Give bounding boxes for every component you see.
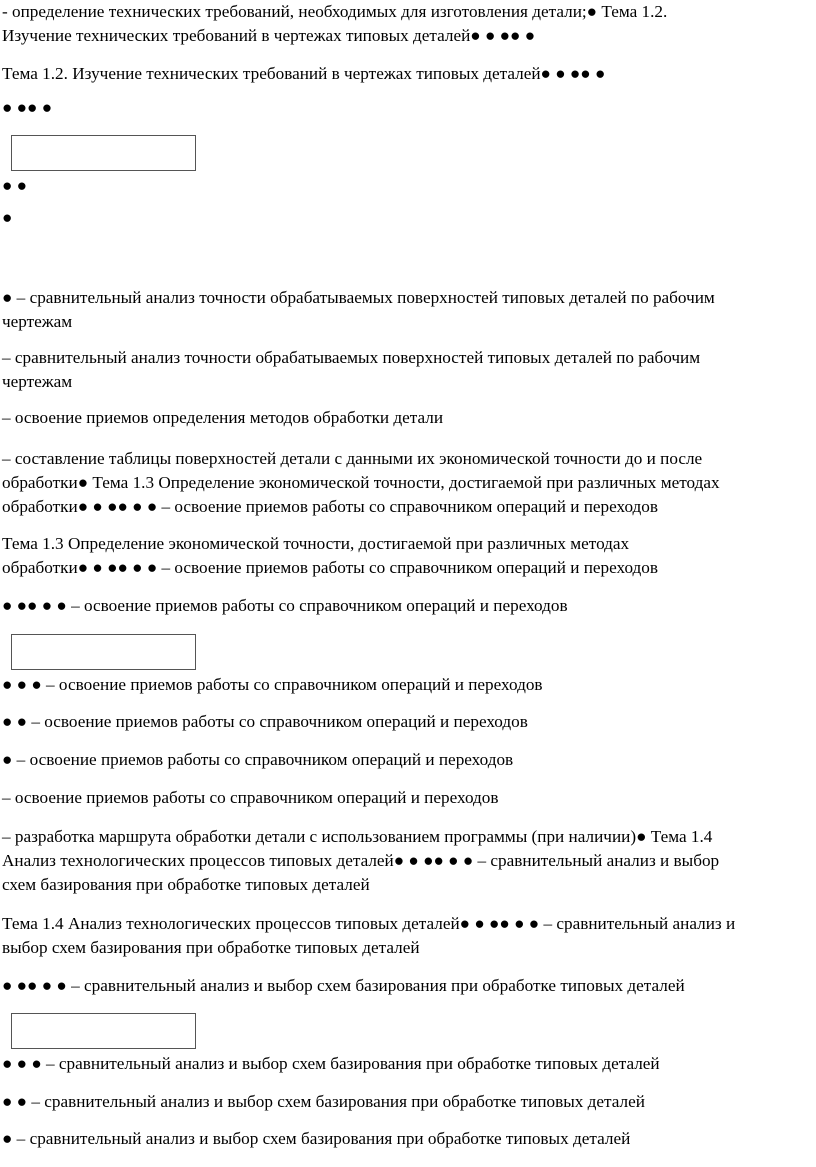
text-line: – сравнительный анализ точности обрабатываемых поверхностей типовых деталей по рабочим: [2, 348, 701, 367]
text-line: ● ●● ● ● – освоение приемов работы со справочником операций и переходов: [2, 596, 568, 615]
empty-field-box[interactable]: [11, 135, 196, 171]
text-line: чертежам: [2, 312, 73, 331]
text-line: Анализ технологических процессов типовых деталей● ● ●● ● ● – сравнительный анализ и выбор: [2, 851, 720, 870]
text-line: – освоение приемов определения методов обработки детали: [2, 408, 444, 427]
paragraph-12: [2, 673, 814, 697]
text-line: ● ● – освоение приемов работы со справочником операций и переходов: [2, 712, 528, 731]
text-line: ● ●● ●: [2, 98, 53, 117]
paragraph-17: [2, 912, 814, 960]
paragraph-10: [2, 532, 814, 580]
paragraph-14: [2, 748, 814, 772]
text-line: Изучение технических требований в чертежах типовых деталей● ● ●● ●: [2, 26, 536, 45]
paragraph-9: [2, 447, 814, 519]
text-line: схем базирования при обработке типовых деталей: [2, 875, 370, 894]
text-line: ● – сравнительный анализ точности обрабатываемых поверхностей типовых деталей по рабочим: [2, 288, 715, 307]
text-line: Тема 1.3 Определение экономической точности, достигаемой при различных методах: [2, 534, 630, 553]
text-line: чертежам: [2, 372, 73, 391]
paragraph-6: [2, 286, 814, 334]
paragraph-19: [2, 1052, 814, 1076]
text-line: ● ● – сравнительный анализ и выбор схем базирования при обработке типовых деталей: [2, 1092, 645, 1111]
text-line: ● ●● ● ● – сравнительный анализ и выбор схем базирования при обработке типовых деталей: [2, 976, 685, 995]
text-line: – составление таблицы поверхностей детали с данными их экономической точности до и после: [2, 449, 703, 468]
paragraph-8: [2, 406, 814, 430]
paragraph-20: [2, 1090, 814, 1114]
text-line: – освоение приемов работы со справочником операций и переходов: [2, 788, 499, 807]
paragraph-11: [2, 594, 814, 618]
paragraph-2: [2, 62, 814, 86]
text-line: ● ● ● – сравнительный анализ и выбор схем базирования при обработке типовых деталей: [2, 1054, 660, 1073]
paragraph-21: [2, 1127, 814, 1151]
text-line: ● ● ● – освоение приемов работы со справочником операций и переходов: [2, 675, 543, 694]
paragraph-1: [2, 0, 814, 48]
text-line: ● – сравнительный анализ и выбор схем базирования при обработке типовых деталей: [2, 1129, 631, 1148]
text-line: ● ●: [2, 176, 28, 195]
text-line: - определение технических требований, необходимых для изготовления детали;● Тема 1.2.: [2, 2, 668, 21]
text-line: Тема 1.4 Анализ технологических процессов типовых деталей● ● ●● ● ● – сравнительный анализ и: [2, 914, 736, 933]
text-line: ● – освоение приемов работы со справочником операций и переходов: [2, 750, 514, 769]
paragraph-5: [2, 206, 814, 230]
paragraph-15: [2, 786, 814, 810]
text-line: обработки● ● ●● ● ● – освоение приемов работы со справочником операций и переходов: [2, 558, 659, 577]
text-line: – разработка маршрута обработки детали с использованием программы (при наличии)● Тема 1.4: [2, 827, 713, 846]
text-line: Тема 1.2. Изучение технических требований в чертежах типовых деталей● ● ●● ●: [2, 64, 606, 83]
paragraph-18: [2, 974, 814, 998]
empty-field-box[interactable]: [11, 634, 196, 670]
text-line: обработки● ● ●● ● ● – освоение приемов работы со справочником операций и переходов: [2, 497, 659, 516]
paragraph-3: [2, 96, 814, 120]
paragraph-13: [2, 710, 814, 734]
text-line: выбор схем базирования при обработке типовых деталей: [2, 938, 420, 957]
paragraph-7: [2, 346, 814, 394]
paragraph-16: [2, 825, 814, 897]
empty-field-box[interactable]: [11, 1013, 196, 1049]
text-line: обработки● Тема 1.3 Определение экономической точности, достигаемой при различных методах: [2, 473, 720, 492]
paragraph-4: [2, 174, 814, 198]
text-line: ●: [2, 208, 13, 227]
